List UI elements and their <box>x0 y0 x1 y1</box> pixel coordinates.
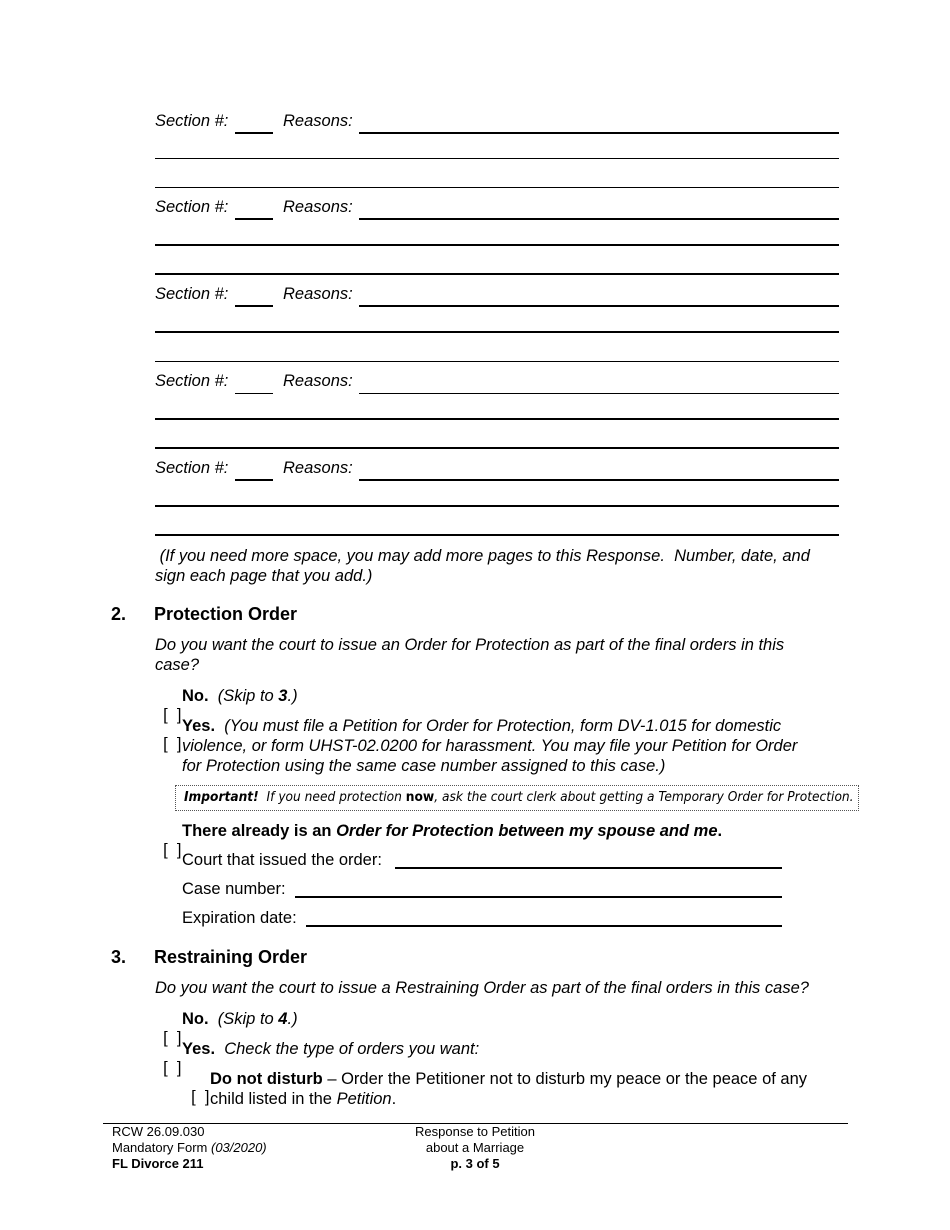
protection-no-checkbox[interactable]: [ ] <box>163 706 182 724</box>
restraining-yes-checkbox[interactable]: [ ] <box>163 1059 182 1077</box>
court-label: Court that issued the order: <box>182 851 382 869</box>
dnd-text-line2-after: . <box>391 1090 397 1108</box>
restraining-question: Do you want the court to issue a Restraining Order as part of the final orders in this case? <box>155 979 809 997</box>
reasons-continuation-line[interactable] <box>155 244 839 246</box>
reasons-label: Reasons: <box>283 372 353 390</box>
skip-suffix: .) <box>287 687 298 705</box>
reasons-continuation-line[interactable] <box>155 273 839 275</box>
reasons-blank[interactable] <box>359 393 839 394</box>
reasons-continuation-line[interactable] <box>155 447 839 449</box>
footer-rcw: RCW 26.09.030 <box>112 1124 205 1139</box>
reasons-continuation-line[interactable] <box>155 361 839 362</box>
important-text-before: If you need protection <box>258 790 406 805</box>
footer-mandatory-prefix: Mandatory Form <box>112 1140 211 1155</box>
important-notice-box <box>175 785 859 811</box>
protection-no-skip <box>218 687 298 705</box>
reasons-row-1 <box>155 112 839 134</box>
reasons-continuation-line[interactable] <box>155 331 839 333</box>
restraining-yes-option[interactable] <box>154 1040 182 1078</box>
reasons-label: Reasons: <box>283 285 353 303</box>
protection-yes-text-line1: (You must file a Petition for Order for Protection, form DV-1.015 for domestic <box>224 717 782 735</box>
section-number-blank[interactable] <box>235 218 273 220</box>
footer-left <box>112 1124 267 1172</box>
footer-title-line2: about a Marriage <box>425 1140 525 1155</box>
reasons-continuation-line[interactable] <box>155 187 839 188</box>
protection-order-number: 2. <box>111 604 127 624</box>
expiration-input-line[interactable] <box>306 925 782 927</box>
protection-yes-line1 <box>182 716 862 736</box>
protection-yes-text-line2: violence, or form UHST-02.0200 for harassment. You may file your Petition for Order <box>182 737 798 755</box>
skip-prefix: (Skip to <box>217 687 279 705</box>
reasons-row-4 <box>155 372 839 394</box>
existing-text-before: There already is an <box>182 822 337 840</box>
footer-mandatory <box>112 1140 267 1156</box>
dnd-label: Do not disturb <box>210 1070 323 1088</box>
dnd-line2 <box>210 1089 850 1109</box>
more-space-note-line1: (If you need more space, you may add more pages to this Response. Number, date, and <box>155 547 810 565</box>
footer-mandatory-date: (03/2020) <box>210 1140 267 1155</box>
section-number-blank[interactable] <box>235 393 273 394</box>
existing-text-italic: Order for Protection between my spouse and me <box>336 822 718 840</box>
section-number-blank[interactable] <box>235 132 273 134</box>
case-number-input-line[interactable] <box>295 896 782 898</box>
skip-suffix: .) <box>287 1010 298 1028</box>
reasons-label: Reasons: <box>283 459 353 477</box>
footer-center <box>375 1124 575 1172</box>
reasons-row-2 <box>155 198 839 220</box>
restraining-yes-text <box>182 1040 479 1059</box>
more-space-note-line2: sign each page that you add.) <box>155 567 373 585</box>
reasons-blank[interactable] <box>359 305 839 307</box>
existing-order-text <box>182 822 722 841</box>
dnd-petition: Petition <box>336 1090 392 1108</box>
skip-number: 3 <box>278 687 288 705</box>
reasons-continuation-line[interactable] <box>155 505 839 507</box>
reasons-label: Reasons: <box>283 112 353 130</box>
section-number-label: Section #: <box>155 198 229 216</box>
do-not-disturb-option[interactable] <box>182 1069 210 1107</box>
section-number-blank[interactable] <box>235 305 273 307</box>
do-not-disturb-text <box>210 1069 850 1109</box>
important-label: Important! <box>184 790 259 805</box>
footer-form-id: FL Divorce 211 <box>112 1156 204 1171</box>
protection-order-title: Protection Order <box>154 604 298 624</box>
section-number-blank[interactable] <box>235 479 273 481</box>
protection-yes-checkbox[interactable]: [ ] <box>163 735 182 753</box>
case-number-label: Case number: <box>182 880 286 898</box>
section-number-label: Section #: <box>155 285 229 303</box>
court-input-line[interactable] <box>395 867 782 869</box>
footer-title-line1: Response to Petition <box>415 1124 535 1139</box>
existing-order-option[interactable] <box>154 822 182 860</box>
existing-text-after: . <box>717 822 723 840</box>
reasons-blank[interactable] <box>359 218 839 220</box>
dnd-line1 <box>210 1069 850 1089</box>
reasons-continuation-line[interactable] <box>155 158 839 159</box>
important-text-after: , ask the court clerk about getting a Temporary Order for Protection. <box>434 790 854 805</box>
section-number-label: Section #: <box>155 372 229 390</box>
existing-order-checkbox[interactable]: [ ] <box>163 841 182 859</box>
reasons-label: Reasons: <box>283 198 353 216</box>
protection-yes-option[interactable] <box>154 716 182 754</box>
more-space-note <box>155 546 855 586</box>
do-not-disturb-checkbox[interactable]: [ ] <box>191 1088 210 1106</box>
protection-no-label: No. <box>182 687 209 705</box>
restraining-order-number: 3. <box>111 947 127 967</box>
expiration-label: Expiration date: <box>182 909 297 927</box>
protection-question <box>155 635 855 675</box>
protection-yes-text <box>182 716 862 776</box>
restraining-no-checkbox[interactable]: [ ] <box>163 1029 182 1047</box>
protection-question-line2: case? <box>155 656 200 674</box>
restraining-no-skip <box>218 1010 298 1028</box>
dnd-text-line1: – Order the Petitioner not to disturb my peace or the peace of any <box>322 1070 808 1088</box>
section-number-label: Section #: <box>155 112 229 130</box>
skip-prefix: (Skip to <box>217 1010 279 1028</box>
reasons-continuation-line[interactable] <box>155 418 839 420</box>
important-now: now <box>405 790 435 805</box>
skip-number: 4 <box>278 1010 288 1028</box>
reasons-blank[interactable] <box>359 479 839 481</box>
protection-yes-label: Yes. <box>182 717 216 735</box>
reasons-continuation-line[interactable] <box>155 534 839 536</box>
protection-question-line1: Do you want the court to issue an Order for Protection as part of the final orders in this <box>155 636 785 654</box>
dnd-text-line2-before: child listed in the <box>210 1090 337 1108</box>
reasons-row-5 <box>155 459 839 481</box>
restraining-yes-instruction: Check the type of orders you want: <box>224 1040 480 1058</box>
restraining-yes-label: Yes. <box>182 1040 216 1058</box>
protection-no-text <box>182 687 298 706</box>
section-number-label: Section #: <box>155 459 229 477</box>
reasons-blank[interactable] <box>359 132 839 134</box>
reasons-row-3 <box>155 285 839 307</box>
restraining-order-title: Restraining Order <box>154 947 308 967</box>
restraining-no-text <box>182 1010 298 1029</box>
protection-yes-text-line3: for Protection using the same case number assigned to this case.) <box>182 757 666 775</box>
footer-page-number: p. 3 of 5 <box>450 1156 500 1171</box>
restraining-no-label: No. <box>182 1010 209 1028</box>
